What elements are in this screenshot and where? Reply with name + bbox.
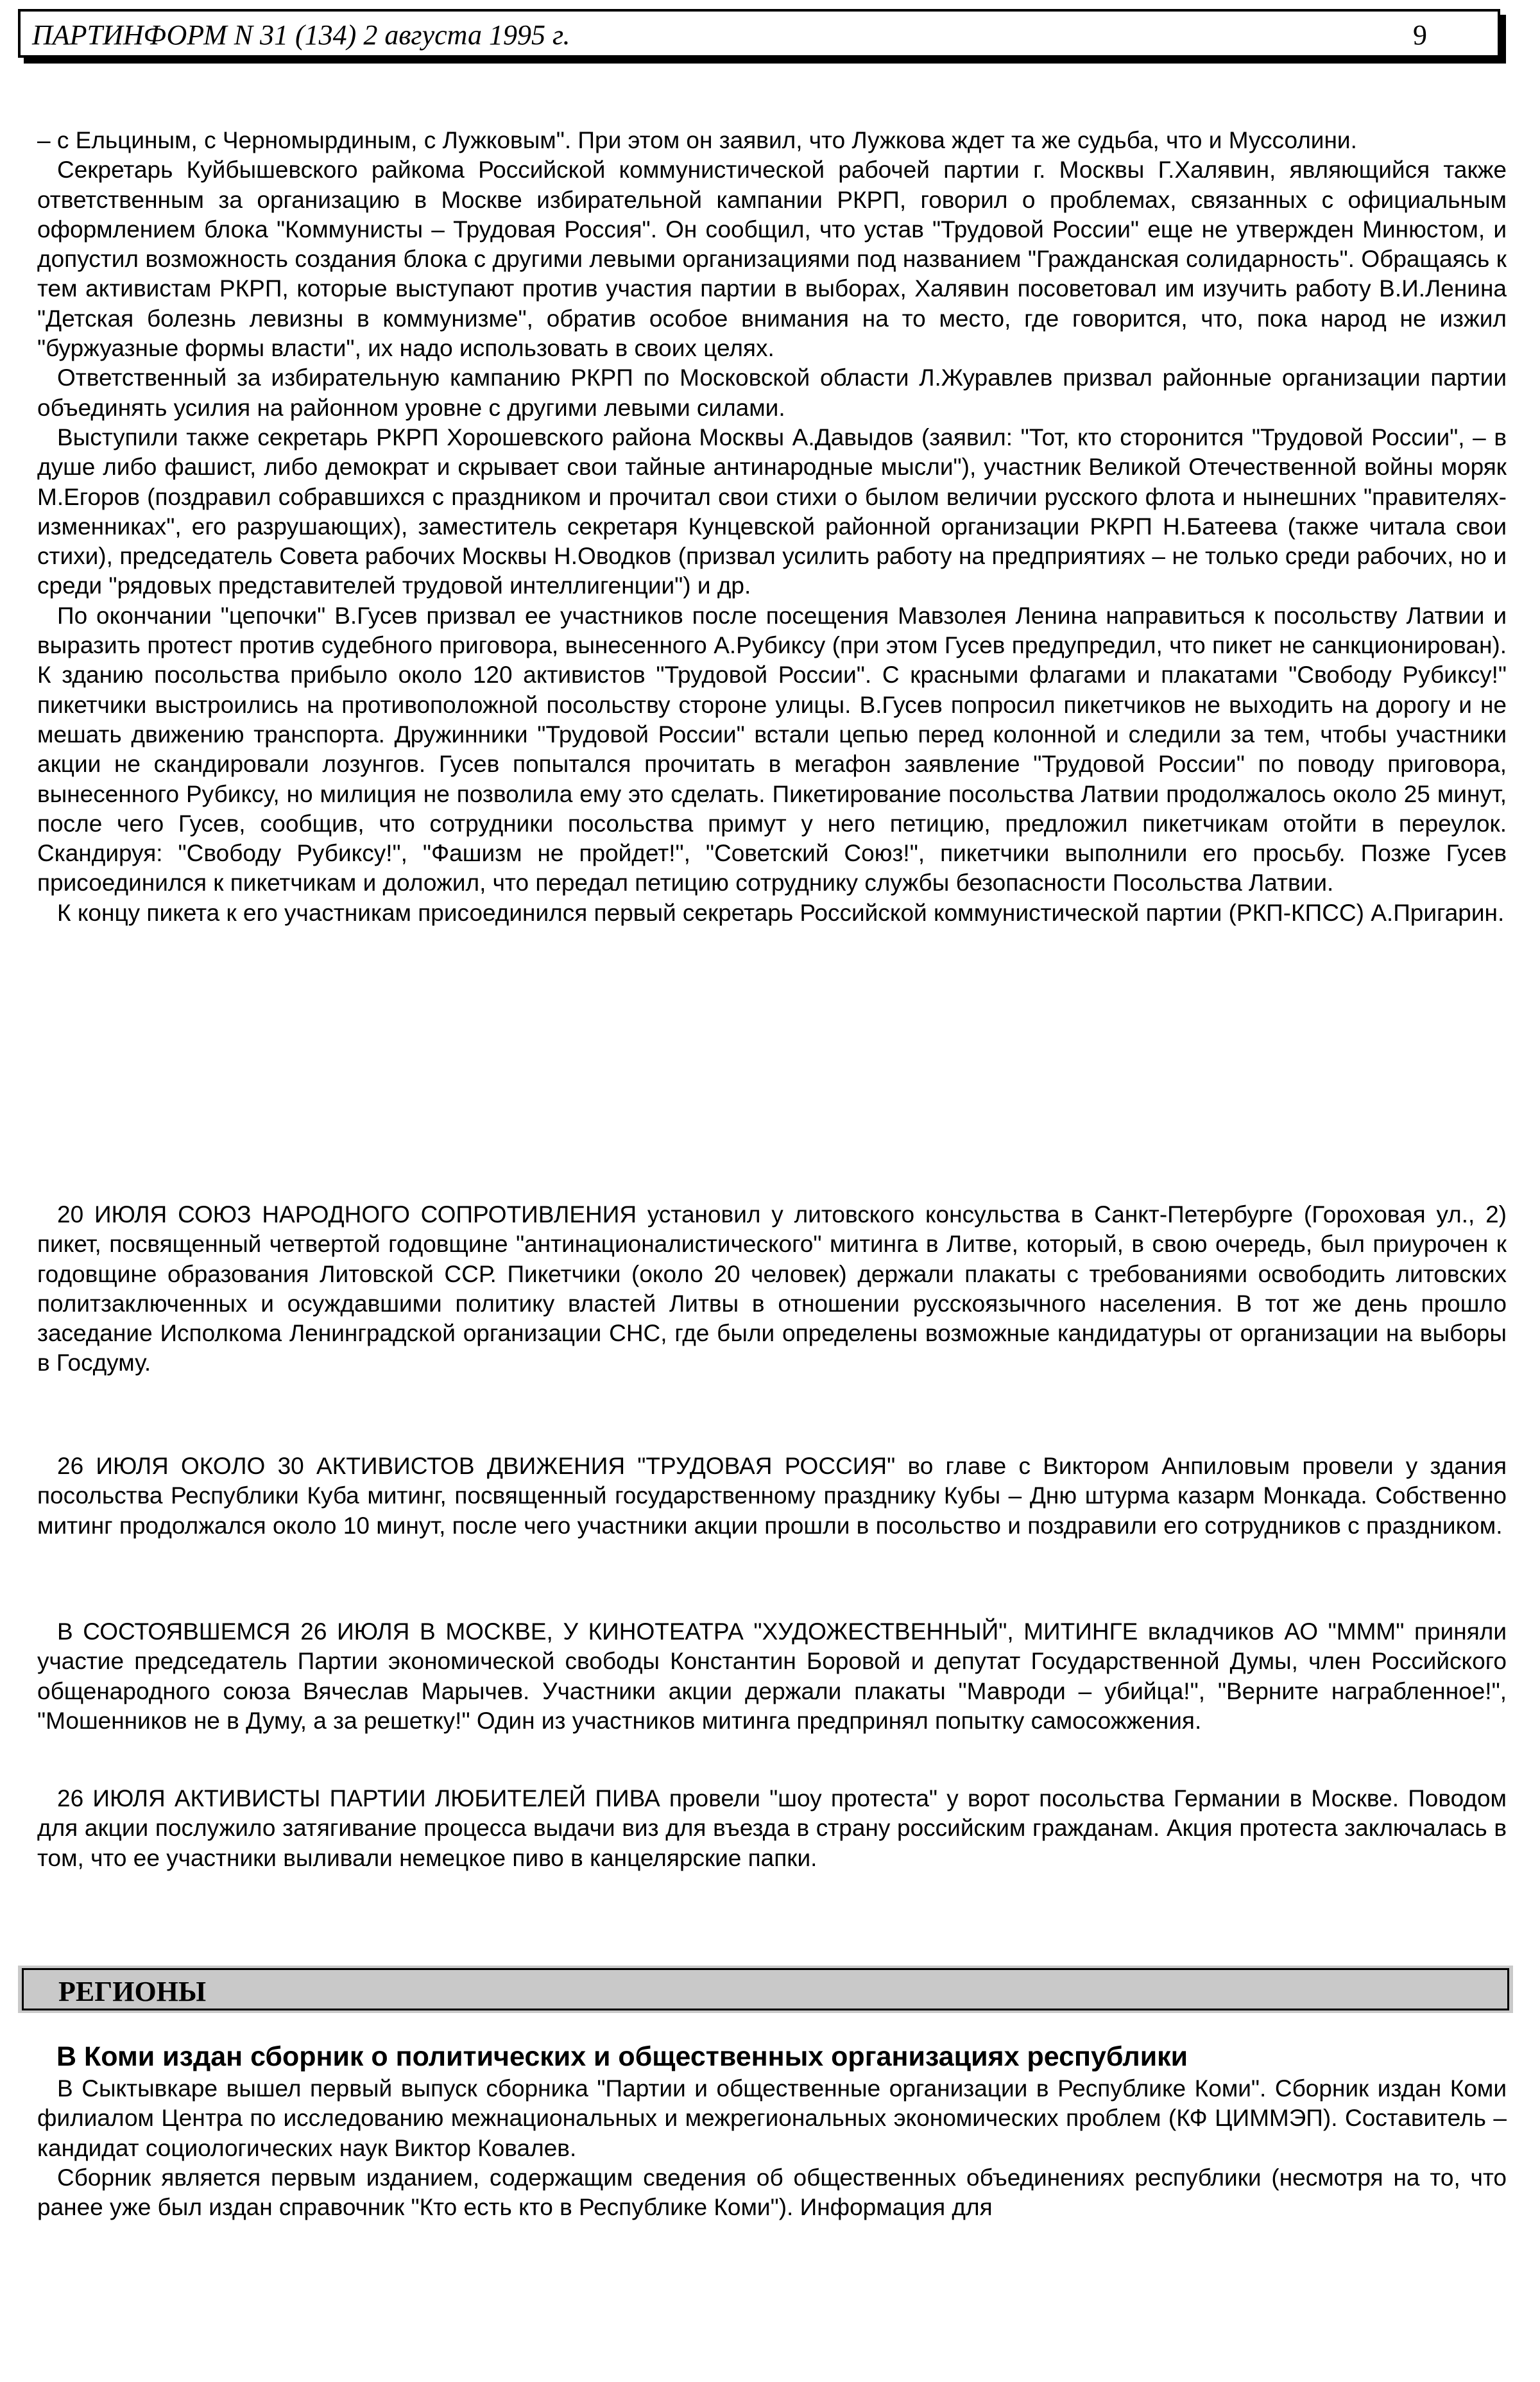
article-body: [37, 2074, 1507, 2222]
paragraph: К концу пикета к его участникам присоединился первый секретарь Российской коммунистической партии (РКП-КПСС) А.Пригарин.: [57, 899, 1505, 926]
paragraph: Секретарь Куйбышевского райкома Российской коммунистической рабочей партии г. Москвы Г.Халявин, являющийся также ответственным за организацию в Москве избирательной кампании РКРП, говорил о проблемах, связанных с официальным оформлением блока "Коммунисты – Трудовая Россия". Он сообщил, что устав "Трудовой России" еще не утвержден Минюстом, и допустил возможность создания блока с другими левыми организациями под названием "Гражданская солидарность". Обращаясь к тем активистам РКРП, которые выступают против участия партии в выборах, Халявин посоветовал им изучить работу В.И.Ленина "Детская болезнь левизны в коммунизме", обратив особое внимания на то место, где говорится, что, пока народ не изжил "буржуазные формы власти", их надо использовать в своих целях.: [37, 157, 1507, 362]
article-headline: В Коми издан сборник о политических и общественных организациях республики: [56, 2041, 1188, 2072]
page-header: [18, 9, 1500, 58]
news-item-sns-picket: [37, 1200, 1507, 1378]
paragraph: 26 ИЮЛЯ АКТИВИСТЫ ПАРТИИ ЛЮБИТЕЛЕЙ ПИВА провели "шоу протеста" у ворот посольства Германии в Москве. Поводом для акции послужило затягивание процесса выдачи виз для въезда в страну российским гражданам. Акция протеста заключалась в том, что ее участники выливали немецкое пиво в канцелярские папки.: [37, 1785, 1507, 1871]
news-item-cuba-rally: [37, 1452, 1507, 1541]
paragraph: 26 ИЮЛЯ ОКОЛО 30 АКТИВИСТОВ ДВИЖЕНИЯ "ТРУДОВАЯ РОССИЯ" во главе с Виктором Анпиловым провели у здания посольства Республики Куба митинг, посвященный государственному празднику Кубы – Дню штурма казарм Монкада. Собственно митинг продолжался около 10 минут, после чего участники акции прошли в посольство и поздравили его сотрудников с праздником.: [37, 1453, 1507, 1539]
paragraph: В СОСТОЯВШЕМСЯ 26 ИЮЛЯ В МОСКВЕ, У КИНОТЕАТРА "ХУДОЖЕСТВЕННЫЙ", МИТИНГЕ вкладчиков АО "МММ" приняли участие председатель Партии экономической свободы Константин Боровой и депутат Государственной Думы, член Российского общенародного союза Вячеслав Марычев. Участники акции держали плакаты "Мавроди – убийца!", "Верните награбленное!", "Мошенников не в Думу, а за решетку!" Один из участников митинга предпринял попытку самосожжения.: [37, 1618, 1507, 1734]
section-title: РЕГИОНЫ: [58, 1976, 207, 2007]
paragraph: 20 ИЮЛЯ СОЮЗ НАРОДНОГО СОПРОТИВЛЕНИЯ установил у литовского консульства в Санкт-Петербурге (Гороховая ул., 2) пикет, посвященный четвертой годовщине "антинационалистического" митинга в Литве, который, в свою очередь, был приурочен к годовщине образования Литовской ССР. Пикетчики (около 20 человек) держали плакаты с требованиями освободить литовских политзаключенных и осуждавшими политику властей Литвы в отношении русскоязычного населения. В тот же день прошло заседание Исполкома Ленинградской организации СНС, где были определены возможные кандидатуры от организации на выборы в Госдуму.: [37, 1201, 1507, 1376]
news-item-mmm-rally: [37, 1617, 1507, 1736]
news-item-beer-party: [37, 1784, 1507, 1873]
page-number: 9: [1413, 19, 1427, 51]
section-header-frame: [22, 1968, 1509, 2010]
paragraph: Ответственный за избирательную кампанию РКРП по Московской области Л.Журавлев призвал районные организации партии объединять усилия на районном уровне с другими левыми силами.: [37, 364, 1507, 421]
section-header: [18, 1966, 1513, 2013]
paragraph: В Сыктывкаре вышел первый выпуск сборника "Партии и общественные организации в Республике Коми". Сборник издан Коми филиалом Центра по исследованию межнациональных и межрегиональных экономических проблем (КФ ЦИММЭП). Составитель – кандидат социологических наук Виктор Ковалев.: [37, 2075, 1507, 2161]
article-continuation: [37, 126, 1507, 928]
paragraph: Сборник является первым изданием, содержащим сведения об общественных объединениях республики (несмотря на то, что ранее уже был издан справочник "Кто есть кто в Республике Коми"). Информация для: [37, 2164, 1507, 2221]
paragraph: – с Ельциным, с Черномырдиным, с Лужковым". При этом он заявил, что Лужкова ждет та же судьба, что и Муссолини.: [37, 127, 1357, 153]
paragraph: Выступили также секретарь РКРП Хорошевского района Москвы А.Давыдов (заявил: "Тот, кто сторонится "Трудовой России", – в душе либо фашист, либо демократ и скрывает свои тайные антинародные мысли"), участник Великой Отечественной войны моряк М.Егоров (поздравил собравшихся с праздником и прочитал свои стихи о былом величии русского флота и нынешних "правителях-изменниках", его разрушающих), заместитель секретаря Кунцевской районной организации РКРП Н.Батеева (также читала свои стихи), председатель Совета рабочих Москвы Н.Оводков (призвал усилить работу на предприятиях – не только среди рабочих, но и среди "рядовых представителей трудовой интеллигенции") и др.: [37, 424, 1507, 599]
paragraph: По окончании "цепочки" В.Гусев призвал ее участников после посещения Мавзолея Ленина направиться к посольству Латвии и выразить протест против судебного приговора, вынесенного А.Рубиксу (при этом Гусев предупредил, что пикет не санкционирован). К зданию посольства прибыло около 120 активистов "Трудовой России". С красными флагами и плакатами "Свободу Рубиксу!" пикетчики выстроились на противоположной посольству стороне улицы. В.Гусев попросил пикетчиков не выходить на дорогу и не мешать движению транспорта. Дружинники "Трудовой России" встали цепью перед колонной и следили за тем, чтобы участники акции не скандировали лозунгов. Гусев попытался прочитать в мегафон заявление "Трудовой России" по поводу приговора, вынесенного Рубиксу, но милиция не позволила ему это сделать. Пикетирование посольства Латвии продолжалось около 25 минут, после чего Гусев, сообщив, что сотрудники посольства примут у него петицию, предложил пикетчикам отойти в переулок. Скандируя: "Свободу Рубиксу!", "Фашизм не пройдет!", "Советский Союз!", пикетчики выполнили его просьбу. Позже Гусев присоединился к пикетчикам и доложил, что передал петицию сотруднику службы безопасности Посольства Латвии.: [37, 602, 1507, 896]
publication-title: ПАРТИНФОРМ N 31 (134) 2 августа 1995 г.: [32, 19, 570, 51]
